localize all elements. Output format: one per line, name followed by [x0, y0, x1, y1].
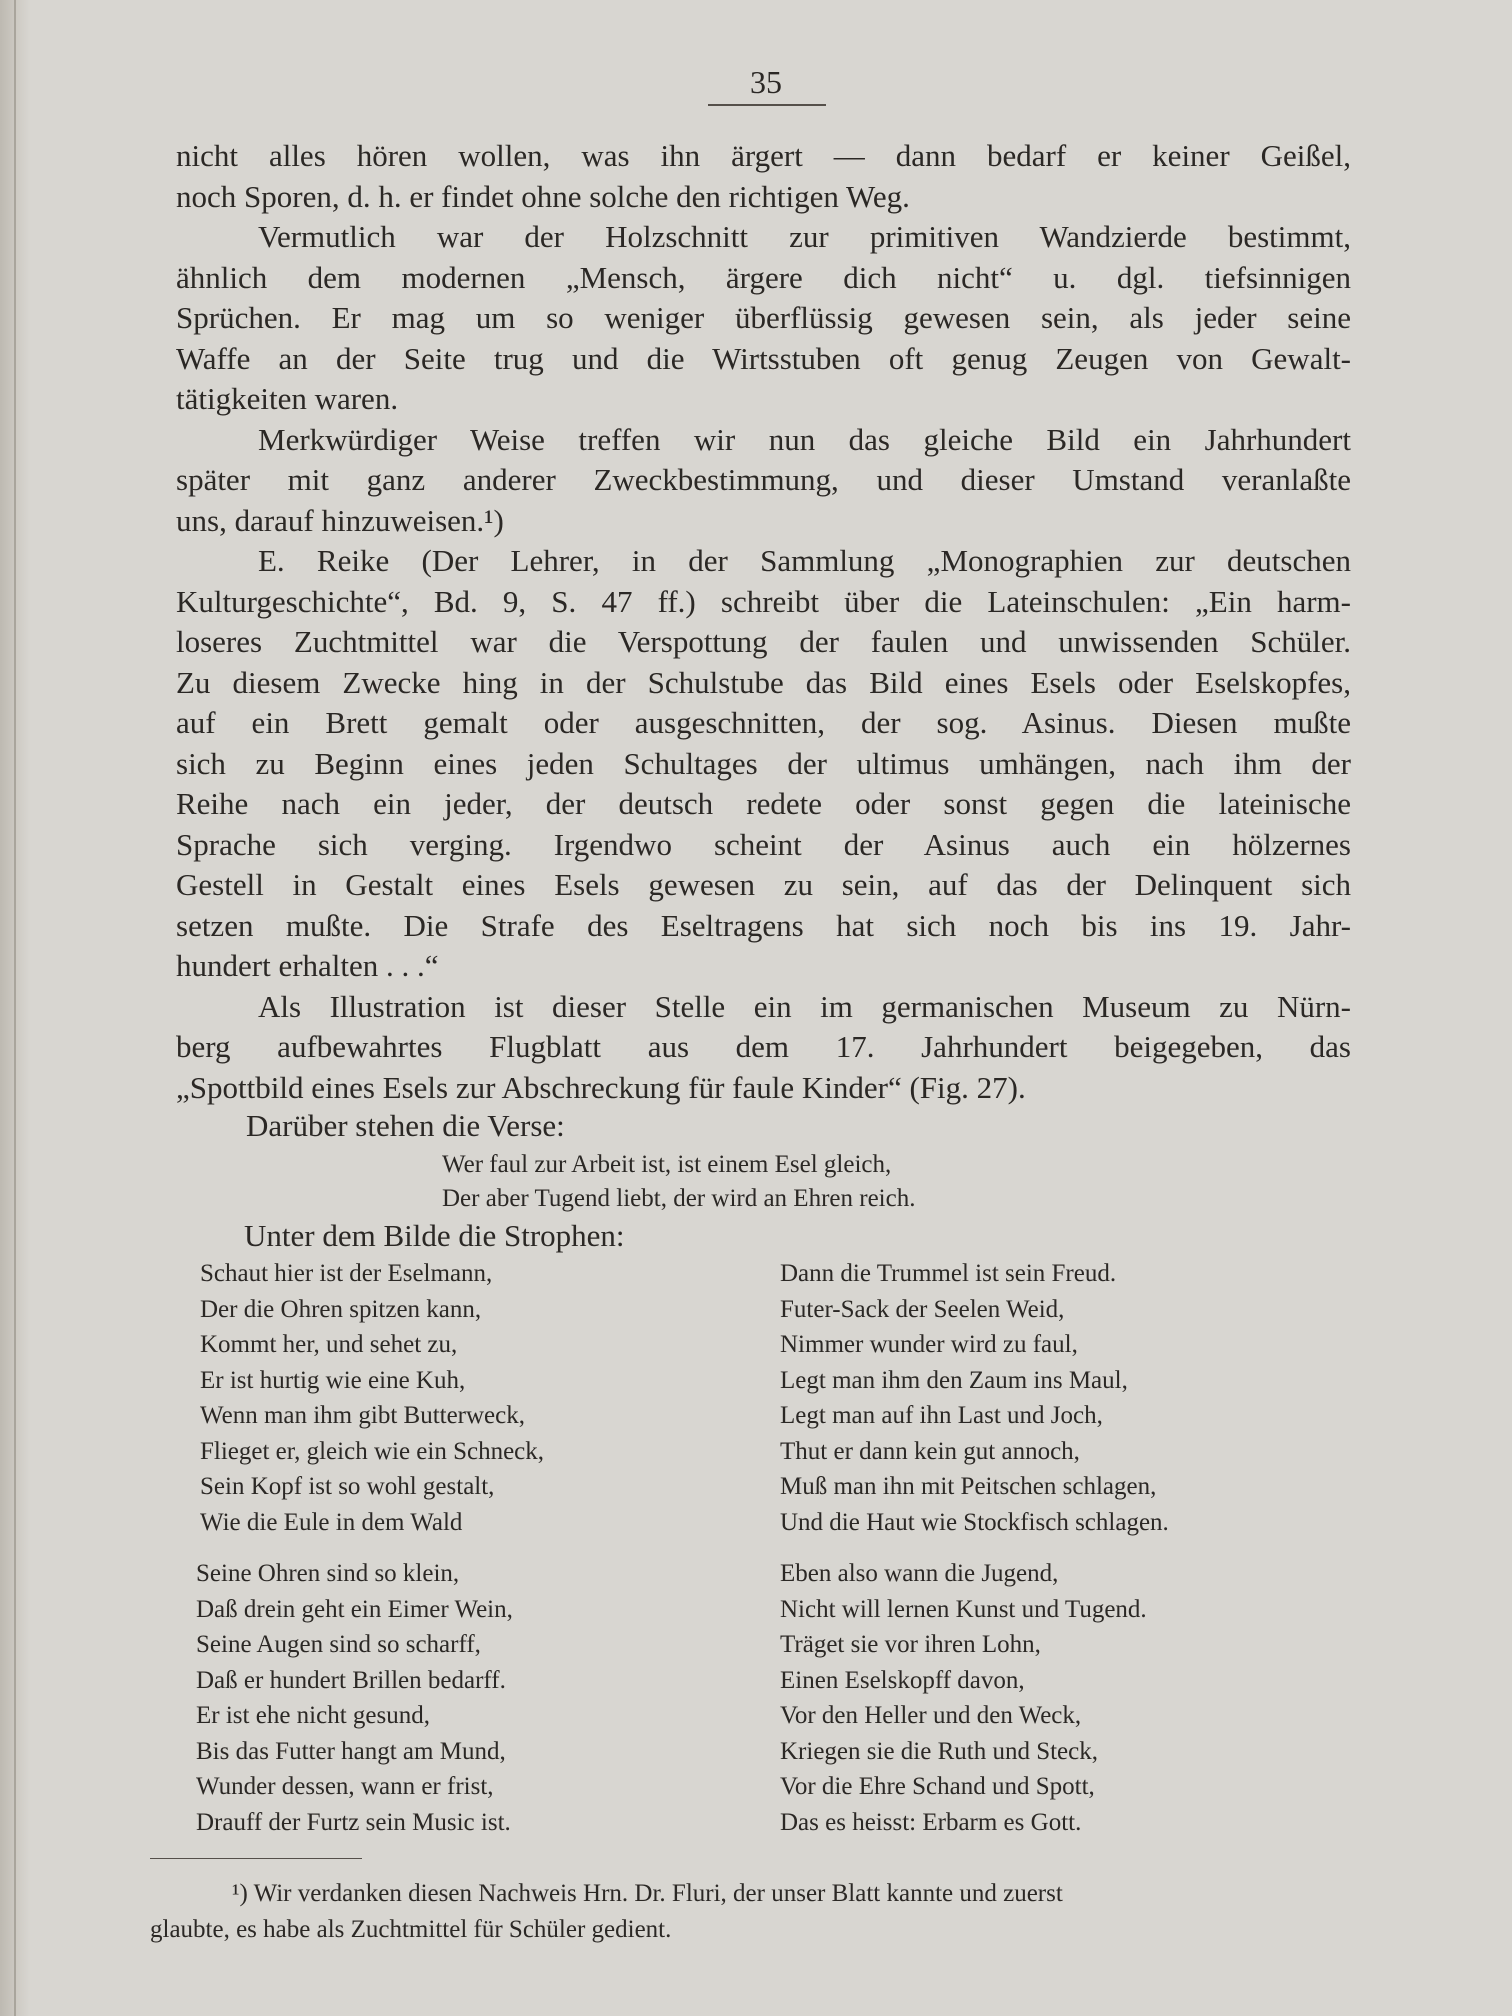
verse-line: Schaut hier ist der Eselmann,	[200, 1260, 493, 1287]
strophe-1	[200, 1256, 544, 1540]
text-line: tätigkeiten waren.	[176, 381, 399, 416]
body-text	[176, 136, 1351, 1108]
verse-line: Dann die Trummel ist sein Freud.	[780, 1260, 1117, 1287]
text-line: „Spottbild eines Esels zur Abschreckung für faule Kinder“ (Fig. 27).	[176, 1069, 1026, 1105]
text-line: noch Sporen, d. h. er findet ohne solche den richtigen Weg.	[176, 178, 910, 214]
verse-line: Er ist ehe nicht gesund,	[196, 1702, 430, 1729]
page-number-rule	[708, 104, 826, 106]
strophe-2	[780, 1256, 1169, 1540]
verse-line: Das es heisst: Erbarm es Gott.	[780, 1808, 1082, 1836]
verse-line: Vor die Ehre Schand und Spott,	[780, 1773, 1095, 1800]
text-line: auf ein Brett gemalt oder ausgeschnitten, der sog. Asinus. Diesen mußte	[176, 705, 1351, 740]
text-line: Als Illustration ist dieser Stelle ein im germanischen Museum zu Nürn-	[258, 988, 1351, 1024]
text-line: Zu diesem Zwecke hing in der Schulstube das Bild eines Esels oder Eselskopfes,	[176, 664, 1351, 700]
motto-verses	[442, 1148, 915, 1216]
verse-line: Vor den Heller und den Weck,	[780, 1702, 1082, 1729]
text-line: Sprache sich verging. Irgendwo scheint der Asinus auch ein hölzernes	[176, 826, 1351, 862]
verse-line: Kriegen sie die Ruth und Steck,	[780, 1737, 1098, 1765]
strophe-3	[196, 1556, 513, 1840]
strophe-4	[780, 1556, 1147, 1840]
verse-line: Bis das Futter hangt am Mund,	[196, 1737, 506, 1765]
text-line: hundert erhalten . . .“	[176, 948, 439, 983]
verse-line: Er ist hurtig wie eine Kuh,	[200, 1366, 466, 1394]
verse-line: Und die Haut wie Stockfisch schlagen.	[780, 1508, 1169, 1536]
verse-line: Daß drein geht ein Eimer Wein,	[196, 1595, 513, 1623]
verse-intro: Darüber stehen die Verse:	[246, 1108, 565, 1143]
verse-line: Flieget er, gleich wie ein Schneck,	[200, 1437, 545, 1465]
verse-line: Wer faul zur Arbeit ist, ist einem Esel gleich,	[442, 1151, 892, 1178]
verse-line: Wenn man ihm gibt Butterweck,	[200, 1402, 525, 1429]
strophen-intro: Unter dem Bilde die Strophen:	[244, 1218, 625, 1253]
verse-line: Legt man auf ihn Last und Joch,	[780, 1402, 1103, 1429]
page-number: 35	[750, 64, 782, 100]
text-line: Sprüchen. Er mag um so weniger überflüssig gewesen sein, als jeder seine	[176, 300, 1351, 335]
verse-line: Thut er dann kein gut annoch,	[780, 1437, 1080, 1465]
footnote-rule	[150, 1858, 362, 1859]
verse-line: Nimmer wunder wird zu faul,	[780, 1331, 1078, 1358]
verse-line: Seine Ohren sind so klein,	[196, 1560, 460, 1587]
verse-line: Träget sie vor ihren Lohn,	[780, 1631, 1041, 1658]
text-line: loseres Zuchtmittel war die Verspottung der faulen und unwissenden Schüler.	[176, 624, 1351, 659]
text-line: Gestell in Gestalt eines Esels gewesen zu sein, auf das der Delinquent sich	[176, 867, 1351, 902]
text-line: uns, darauf hinzuweisen.¹)	[176, 502, 504, 538]
verse-line: Nicht will lernen Kunst und Tugend.	[780, 1595, 1147, 1623]
text-line: berg aufbewahrtes Flugblatt aus dem 17. Jahrhundert beigegeben, das	[176, 1029, 1351, 1064]
text-line: später mit ganz anderer Zweckbestimmung, und dieser Umstand veranlaßte	[176, 462, 1351, 497]
verse-line: Kommt her, und sehet zu,	[200, 1331, 458, 1358]
footnote	[150, 1876, 1360, 1948]
text-line: sich zu Beginn eines jeden Schultages der ultimus umhängen, nach ihm der	[176, 745, 1351, 781]
verse-line: Sein Kopf ist so wohl gestalt,	[200, 1473, 495, 1500]
verse-line: Der aber Tugend liebt, der wird an Ehren reich.	[442, 1185, 916, 1212]
text-line: Kulturgeschichte“, Bd. 9, S. 47 ff.) schreibt über die Lateinschulen: „Ein harm-	[176, 583, 1351, 619]
text-line: Waffe an der Seite trug und die Wirtsstuben oft genug Zeugen von Gewalt-	[176, 340, 1351, 376]
footnote-line: ¹) Wir verdanken diesen Nachweis Hrn. Dr. Fluri, der unser Blatt kannte und zuerst	[232, 1880, 1063, 1907]
verse-line: Einen Eselskopff davon,	[780, 1666, 1025, 1694]
text-line: ähnlich dem modernen „Mensch, ärgere dich nicht“ u. dgl. tiefsinnigen	[176, 259, 1351, 295]
verse-line: Daß er hundert Brillen bedarff.	[196, 1666, 506, 1694]
verse-line: Legt man ihm den Zaum ins Maul,	[780, 1366, 1128, 1394]
verse-line: Muß man ihn mit Peitschen schlagen,	[780, 1473, 1157, 1500]
text-line: Reihe nach ein jeder, der deutsch redete oder sonst gegen die lateinische	[176, 786, 1351, 821]
text-line: E. Reike (Der Lehrer, in der Sammlung „Monographien zur deutschen	[258, 543, 1351, 578]
verse-line: Futer-Sack der Seelen Weid,	[780, 1295, 1065, 1323]
text-line: nicht alles hören wollen, was ihn ärgert — dann bedarf er keiner Geißel,	[176, 138, 1351, 173]
binding-crease	[14, 0, 16, 2016]
text-line: Vermutlich war der Holzschnitt zur primitiven Wandzierde bestimmt,	[258, 219, 1351, 254]
text-line: Merkwürdiger Weise treffen wir nun das gleiche Bild ein Jahrhundert	[258, 421, 1351, 457]
verse-line: Wie die Eule in dem Wald	[200, 1508, 463, 1536]
verse-line: Eben also wann die Jugend,	[780, 1560, 1059, 1587]
verse-line: Drauff der Furtz sein Music ist.	[196, 1808, 511, 1836]
book-page	[150, 0, 1356, 2016]
verse-line: Seine Augen sind so scharff,	[196, 1631, 481, 1658]
text-line: setzen mußte. Die Strafe des Eseltragens hat sich noch bis ins 19. Jahr-	[176, 907, 1351, 943]
verse-line: Wunder dessen, wann er frist,	[196, 1773, 494, 1800]
verse-line: Der die Ohren spitzen kann,	[200, 1295, 482, 1323]
footnote-line: glaubte, es habe als Zuchtmittel für Schüler gedient.	[150, 1916, 672, 1943]
